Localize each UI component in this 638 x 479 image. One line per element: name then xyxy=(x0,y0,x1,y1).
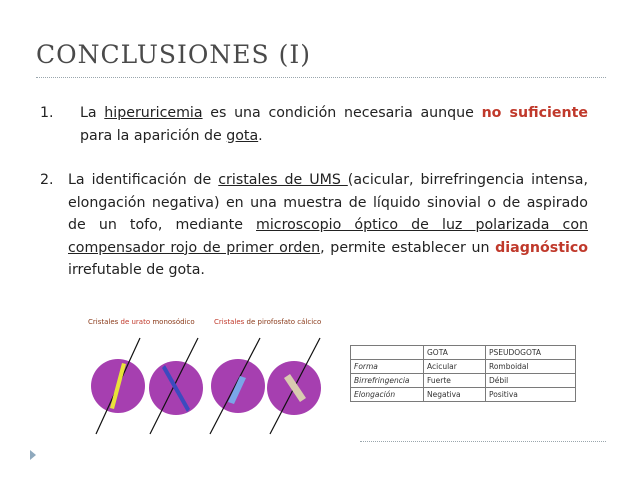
table-row xyxy=(351,360,576,374)
label-run: Cristales xyxy=(88,318,121,326)
label-run: Cristales xyxy=(214,318,245,326)
text-run: para la aparición de xyxy=(80,127,227,144)
circle-pyrophosphate-1 xyxy=(210,338,265,434)
table-header-cell: GOTA xyxy=(424,346,486,360)
table-header-cell: PSEUDOGOTA xyxy=(485,346,575,360)
table-cell: Negativa xyxy=(424,388,486,402)
text-run: La xyxy=(80,105,105,121)
text-run: . xyxy=(258,127,263,144)
label-run: monosódico xyxy=(150,318,195,326)
slide-marker-icon xyxy=(30,450,36,460)
circle-urate-2 xyxy=(149,338,203,434)
conclusion-item-2 xyxy=(40,169,588,282)
highlighted-term: diagnóstico xyxy=(495,239,588,256)
item-text xyxy=(80,102,588,147)
table-cell: Elongación xyxy=(351,388,424,402)
table-cell: Positiva xyxy=(485,388,575,402)
item-number: 2. xyxy=(40,172,54,188)
table-cell: Birrefringencia xyxy=(351,374,424,388)
item-number: 1. xyxy=(40,105,54,121)
underlined-term: gota xyxy=(226,127,259,144)
conclusions-list xyxy=(40,102,588,282)
text-run: es una condición necesaria aunque xyxy=(202,105,482,121)
table-cell: Forma xyxy=(351,360,424,374)
table-cell: Débil xyxy=(485,374,575,388)
text-run: , permite establecer un xyxy=(320,239,496,256)
text-run: (acicular, birrefringencia intensa, elongación negativa) en una muestra de líquido sinovial o de aspirado de un tofo, mediante xyxy=(68,172,588,233)
circle-urate-1 xyxy=(91,338,145,434)
label-run: de pirofosfato cálcico xyxy=(244,318,322,326)
text-run: La identificación de xyxy=(68,172,219,188)
conclusion-item-1 xyxy=(40,102,588,147)
slide-title: CONCLUSIONES (I) xyxy=(36,40,312,69)
table-header-cell xyxy=(351,346,424,360)
footer-divider xyxy=(360,441,606,442)
crystal-circles xyxy=(88,316,328,446)
table-header-row xyxy=(351,346,576,360)
underlined-term: microscopio óptico de luz polarizada con compensador rojo de primer orden xyxy=(68,217,588,256)
item-text xyxy=(68,169,588,282)
crystal-illustration xyxy=(88,316,328,446)
comparison-table xyxy=(350,345,576,402)
table-row xyxy=(351,388,576,402)
text-run: irrefutable de gota. xyxy=(68,262,205,278)
table-cell: Fuerte xyxy=(424,374,486,388)
title-divider xyxy=(36,77,606,78)
table-row xyxy=(351,374,576,388)
underlined-term: hiperuricemia xyxy=(104,105,203,121)
highlighted-term: no suficiente xyxy=(481,105,589,121)
underlined-term: cristales de UMS xyxy=(218,172,348,188)
table-cell: Romboidal xyxy=(485,360,575,374)
label-run: de urato xyxy=(120,318,151,326)
table-cell: Acicular xyxy=(424,360,486,374)
circle-pyrophosphate-2 xyxy=(267,338,321,434)
